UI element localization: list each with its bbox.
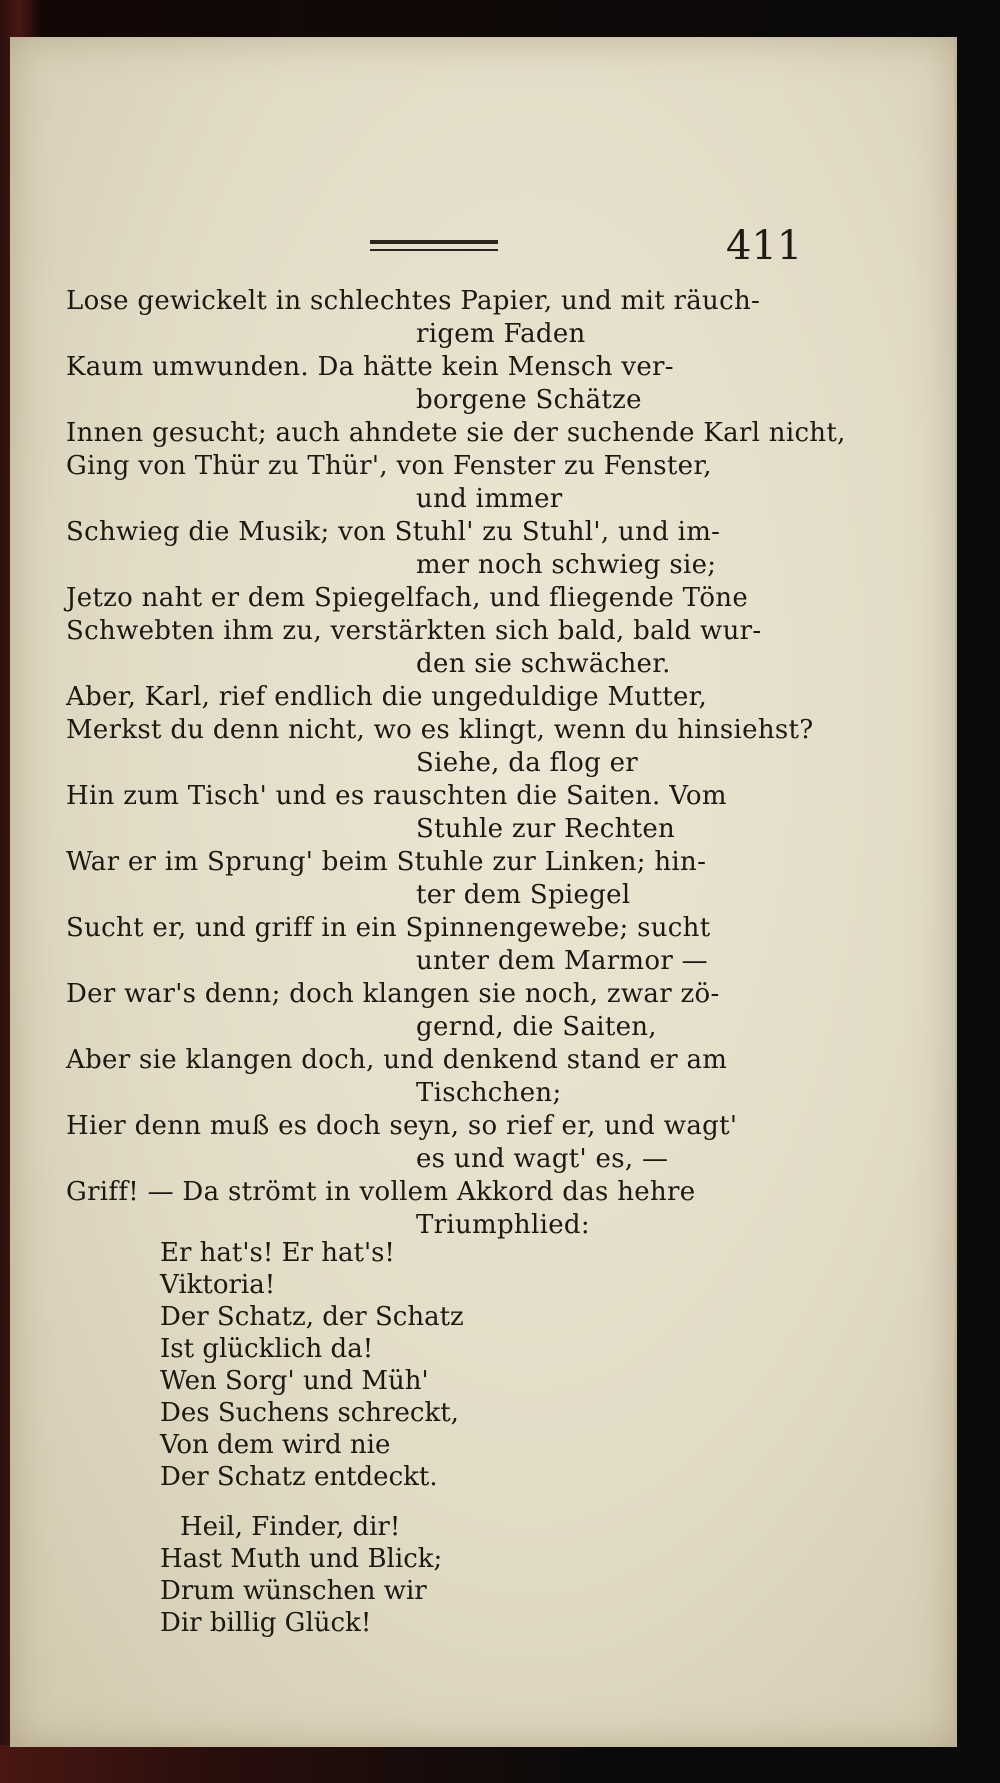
book-page	[10, 37, 957, 1747]
verse-line: Stuhle zur Rechten	[416, 814, 676, 844]
verse-line: rigem Faden	[416, 319, 586, 349]
verse-line: Kaum umwunden. Da hätte kein Mensch ver-	[66, 352, 674, 382]
verse-line: Der war's denn; doch klangen sie noch, zwar zö-	[66, 979, 720, 1009]
song-line: Dir billig Glück!	[160, 1608, 372, 1638]
verse-block	[66, 285, 846, 1242]
song-line: Er hat's! Er hat's!	[160, 1238, 395, 1268]
verse-line: Triumphlied:	[416, 1210, 590, 1240]
song-block	[160, 1237, 464, 1639]
verse-line: Innen gesucht; auch ahndete sie der suchende Karl nicht,	[66, 418, 846, 448]
book-edge	[0, 1745, 1000, 1783]
verse-line: Hin zum Tisch' und es rauschten die Saiten. Vom	[66, 781, 727, 811]
verse-line: gernd, die Saiten,	[416, 1012, 657, 1042]
verse-line: Tischchen;	[416, 1078, 562, 1108]
verse-line: Merkst du denn nicht, wo es klingt, wenn du hinsiehst?	[66, 715, 814, 745]
verse-line: Jetzo naht er dem Spiegelfach, und fliegende Töne	[66, 583, 749, 613]
verse-line: es und wagt' es, —	[416, 1144, 669, 1174]
song-line: Drum wünschen wir	[160, 1576, 427, 1606]
song-line: Ist glücklich da!	[160, 1334, 374, 1364]
verse-line: mer noch schwieg sie;	[416, 550, 717, 580]
verse-line: Hier denn muß es doch seyn, so rief er, und wagt'	[66, 1111, 738, 1141]
song-stanza-2	[160, 1511, 464, 1639]
verse-line: Lose gewickelt in schlechtes Papier, und mit räuch-	[66, 286, 761, 316]
song-line: Der Schatz, der Schatz	[160, 1302, 464, 1332]
header-rule	[370, 240, 498, 251]
page-number: 411	[726, 223, 803, 269]
verse-line: borgene Schätze	[416, 385, 642, 415]
song-stanza-1	[160, 1237, 464, 1493]
song-line: Hast Muth und Blick;	[160, 1544, 443, 1574]
song-line: Heil, Finder, dir!	[180, 1512, 401, 1542]
verse-line: Ging von Thür zu Thür', von Fenster zu Fenster,	[66, 451, 712, 481]
song-line: Der Schatz entdeckt.	[160, 1462, 438, 1492]
verse-line: War er im Sprung' beim Stuhle zur Linken; hin-	[66, 847, 707, 877]
verse-line: Sucht er, und griff in ein Spinnengewebe; sucht	[66, 913, 711, 943]
verse-line: unter dem Marmor —	[416, 946, 708, 976]
verse-line: Aber, Karl, rief endlich die ungeduldige Mutter,	[66, 682, 708, 712]
verse-line: den sie schwächer.	[416, 649, 671, 679]
song-line: Wen Sorg' und Müh'	[160, 1366, 429, 1396]
verse-line: Aber sie klangen doch, und denkend stand er am	[66, 1045, 728, 1075]
song-line: Viktoria!	[160, 1270, 276, 1300]
song-line: Des Suchens schreckt,	[160, 1398, 459, 1428]
verse-line: Siehe, da flog er	[416, 748, 638, 778]
verse-line: Schwebten ihm zu, verstärkten sich bald, bald wur-	[66, 616, 762, 646]
song-line: Von dem wird nie	[160, 1430, 391, 1460]
verse-line: und immer	[416, 484, 563, 514]
verse-line: ter dem Spiegel	[416, 880, 631, 910]
verse-line: Schwieg die Musik; von Stuhl' zu Stuhl', und im-	[66, 517, 721, 547]
verse-line: Griff! — Da strömt in vollem Akkord das hehre	[66, 1177, 696, 1207]
